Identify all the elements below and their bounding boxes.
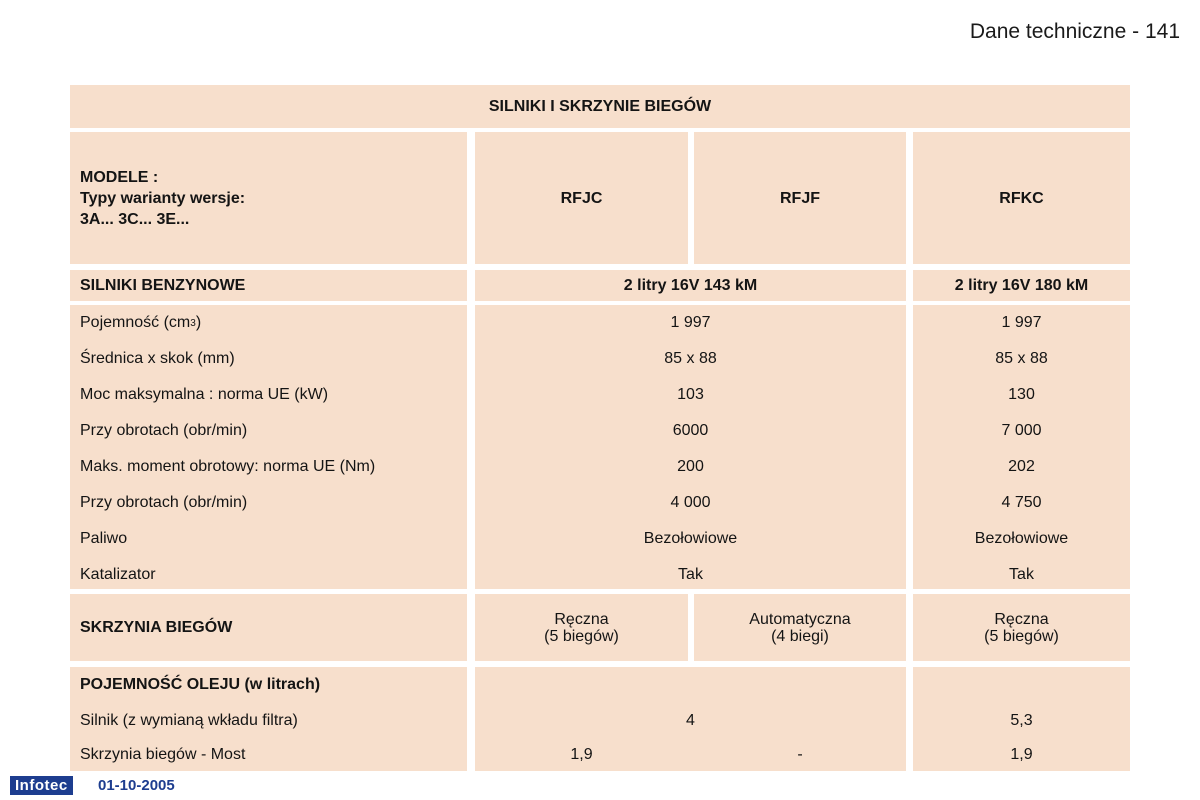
gearbox-rfjc: Ręczna (5 biegów) (475, 594, 688, 661)
model-rfjf: RFJF (694, 132, 906, 264)
spec-value-a: 200 (677, 458, 704, 475)
models-label-line1: MODELE : (80, 168, 159, 186)
spec-label-max-power: Moc maksymalna : norma UE (kW) (80, 386, 329, 403)
spec-label-fuel: Paliwo (80, 530, 128, 547)
spec-value-a: 85 x 88 (664, 350, 717, 367)
spec-value-b: 7 000 (1001, 422, 1042, 439)
models-label (70, 132, 467, 264)
spec-label-torque-rpm: Przy obrotach (obr/min) (80, 494, 248, 511)
spec-label-max-torque: Maks. moment obrotowy: norma UE (Nm) (80, 458, 376, 475)
spec-value-a: Bezołowiowe (643, 530, 738, 547)
oil-engine-label: Silnik (z wymianą wkładu filtra) (80, 712, 298, 729)
infotec-logo: Infotec (10, 776, 73, 795)
spec-value-a: 103 (677, 386, 704, 403)
spec-value-b: 85 x 88 (995, 350, 1048, 367)
oil-gearbox-rfkc: 1,9 (1010, 746, 1033, 763)
gearbox-rfjf: Automatyczna (4 biegi) (694, 594, 906, 661)
oil-engine-a: 4 (686, 712, 695, 729)
models-label-line2: Typy warianty wersje: (80, 189, 246, 207)
oil-gearbox-label: Skrzynia biegów - Most (80, 746, 246, 763)
spec-label-power-rpm: Przy obrotach (obr/min) (80, 422, 248, 439)
spec-value-b: Tak (1009, 566, 1034, 583)
gearbox-rfkc: Ręczna (5 biegów) (913, 594, 1130, 661)
spec-value-b: 4 750 (1001, 494, 1042, 511)
model-rfjc: RFJC (475, 132, 688, 264)
oil-gearbox-rfjc: 1,9 (570, 746, 593, 763)
spec-value-b: 1 997 (1001, 314, 1042, 331)
spec-label-catalyst: Katalizator (80, 566, 156, 583)
spec-value-b: 130 (1008, 386, 1035, 403)
footer-date: 01-10-2005 (98, 777, 175, 794)
gearbox-label: SKRZYNIA BIEGÓW (70, 594, 467, 661)
oil-engine-b: 5,3 (1010, 712, 1033, 729)
engine-b: 2 litry 16V 180 kM (913, 270, 1130, 301)
spec-value-a: Tak (678, 566, 703, 583)
spec-value-a: 6000 (672, 422, 709, 439)
spec-value-a: 1 997 (670, 314, 711, 331)
spec-label-bore-stroke: Średnica x skok (mm) (80, 350, 235, 367)
engines-label: SILNIKI BENZYNOWE (70, 270, 467, 301)
spec-value-b: Bezołowiowe (974, 530, 1069, 547)
spec-table (70, 85, 1130, 771)
oil-label: POJEMNOŚĆ OLEJU (w litrach) (80, 676, 321, 693)
models-label-line3: 3A... 3C... 3E... (80, 210, 190, 228)
spec-label-capacity: Pojemność (cm 3 ) (80, 314, 202, 331)
model-rfkc: RFKC (913, 132, 1130, 264)
oil-gearbox-rfjf: - (797, 746, 803, 763)
engine-a: 2 litry 16V 143 kM (475, 270, 906, 301)
spec-value-a: 4 000 (670, 494, 711, 511)
table-title: SILNIKI I SKRZYNIE BIEGÓW (70, 85, 1130, 128)
spec-value-b: 202 (1008, 458, 1035, 475)
page-header: Dane techniczne - 141 (969, 20, 1180, 43)
